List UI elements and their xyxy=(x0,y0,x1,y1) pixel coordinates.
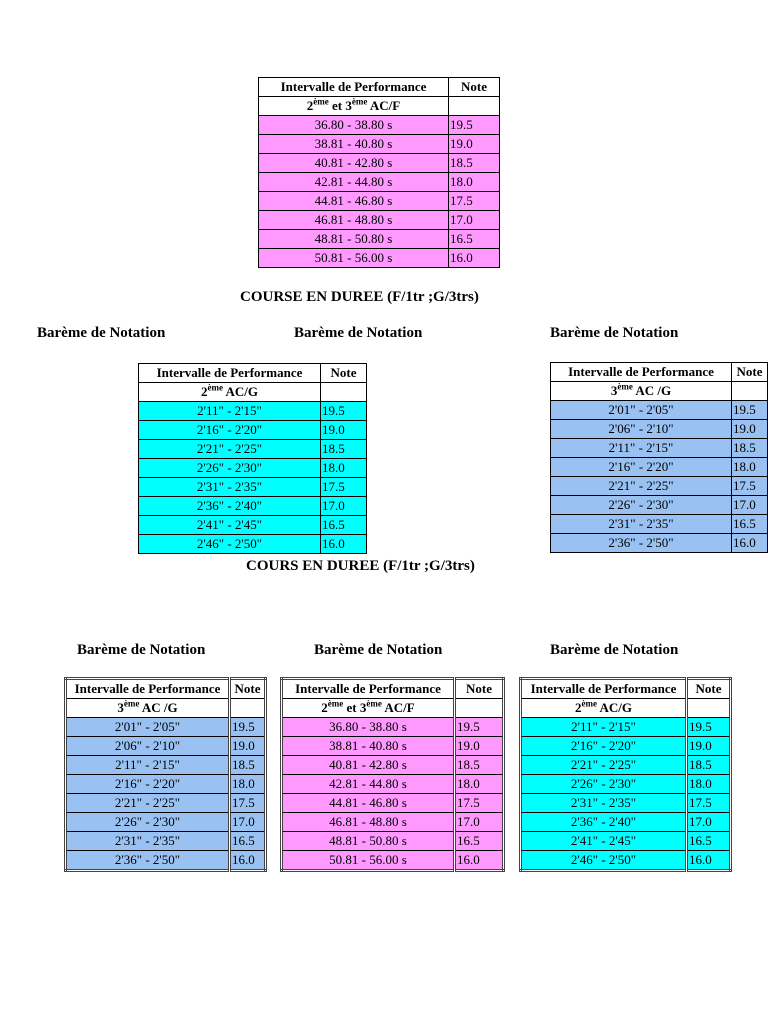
note-cell: 19.5 xyxy=(230,718,266,737)
class-level-part: 3 xyxy=(117,700,124,715)
note-cell: 19.0 xyxy=(321,421,367,440)
table-row xyxy=(139,516,367,535)
interval-cell: 2'21" - 2'25" xyxy=(66,794,230,813)
interval-cell: 42.81 - 44.80 s xyxy=(282,775,455,794)
interval-cell: 2'36" - 2'40" xyxy=(521,813,687,832)
table-row xyxy=(551,420,768,439)
note-cell: 17.0 xyxy=(732,496,768,515)
table-row xyxy=(282,832,504,851)
note-cell: 19.5 xyxy=(449,116,500,135)
header-interval: Intervalle de Performance xyxy=(139,364,321,383)
table-row xyxy=(139,421,367,440)
note-cell: 18.5 xyxy=(449,154,500,173)
table-row xyxy=(259,249,500,268)
table-row xyxy=(259,192,500,211)
bareme-heading-bottom-right: Barème de Notation xyxy=(550,642,679,658)
interval-cell: 46.81 - 48.80 s xyxy=(259,211,449,230)
header-note: Note xyxy=(321,364,367,383)
interval-cell: 2'26" - 2'30" xyxy=(139,459,321,478)
interval-cell: 36.80 - 38.80 s xyxy=(282,718,455,737)
table-row xyxy=(259,230,500,249)
table-row xyxy=(551,458,768,477)
header-note: Note xyxy=(732,363,768,382)
table-row xyxy=(139,535,367,554)
interval-cell: 2'31" - 2'35" xyxy=(551,515,732,534)
note-cell: 17.0 xyxy=(455,813,504,832)
class-level-part: AC /G xyxy=(139,700,178,715)
table-row xyxy=(521,756,731,775)
note-cell: 17.0 xyxy=(687,813,731,832)
class-level-label xyxy=(521,699,687,718)
note-cell: 18.5 xyxy=(230,756,266,775)
table-row xyxy=(139,402,367,421)
note-cell: 19.5 xyxy=(321,402,367,421)
header-row xyxy=(521,679,731,699)
interval-cell: 48.81 - 50.80 s xyxy=(282,832,455,851)
header-note: Note xyxy=(687,679,731,699)
class-level-row xyxy=(259,97,500,116)
header-note: Note xyxy=(449,78,500,97)
interval-cell: 50.81 - 56.00 s xyxy=(259,249,449,268)
note-cell: 19.0 xyxy=(230,737,266,756)
note-cell: 17.0 xyxy=(321,497,367,516)
table-row xyxy=(551,534,768,553)
note-cell: 17.5 xyxy=(230,794,266,813)
note-cell: 17.5 xyxy=(687,794,731,813)
header-interval: Intervalle de Performance xyxy=(259,78,449,97)
table-row xyxy=(282,756,504,775)
note-cell: 18.0 xyxy=(449,173,500,192)
class-level-part: ème xyxy=(207,382,223,393)
class-level-part: AC/F xyxy=(367,98,401,113)
interval-cell: 2'16" - 2'20" xyxy=(139,421,321,440)
class-level-part: ème xyxy=(123,698,140,709)
table-bottom-acf xyxy=(280,677,505,872)
class-level-label xyxy=(139,383,321,402)
note-cell: 16.0 xyxy=(230,851,266,871)
interval-cell: 50.81 - 56.00 s xyxy=(282,851,455,871)
note-cell: 17.0 xyxy=(449,211,500,230)
note-cell: 19.5 xyxy=(732,401,768,420)
interval-cell: 44.81 - 46.80 s xyxy=(282,794,455,813)
table-row xyxy=(551,496,768,515)
course-heading-1: COURSE EN DUREE (F/1tr ;G/3trs) xyxy=(240,289,479,305)
course-heading-2: COURS EN DUREE (F/1tr ;G/3trs) xyxy=(246,558,475,574)
class-level-row xyxy=(66,699,266,718)
class-level-empty xyxy=(449,97,500,116)
note-cell: 19.0 xyxy=(449,135,500,154)
bareme-heading-bottom-left: Barème de Notation xyxy=(77,642,206,658)
table-row xyxy=(259,116,500,135)
interval-cell: 2'16" - 2'20" xyxy=(551,458,732,477)
class-level-label xyxy=(66,699,230,718)
class-level-part: ème xyxy=(366,698,382,709)
interval-cell: 2'06" - 2'10" xyxy=(66,737,230,756)
table-row xyxy=(259,211,500,230)
note-cell: 16.5 xyxy=(687,832,731,851)
note-cell: 16.5 xyxy=(455,832,504,851)
header-row xyxy=(139,364,367,383)
interval-cell: 2'36" - 2'50" xyxy=(66,851,230,871)
header-row xyxy=(282,679,504,699)
class-level-part: AC/G xyxy=(596,700,633,715)
table-row xyxy=(139,459,367,478)
table-row xyxy=(521,813,731,832)
note-cell: 18.5 xyxy=(455,756,504,775)
class-level-part: et 3 xyxy=(328,98,352,113)
note-cell: 19.0 xyxy=(687,737,731,756)
note-cell: 18.0 xyxy=(732,458,768,477)
interval-cell: 2'16" - 2'20" xyxy=(521,737,687,756)
class-level-label xyxy=(551,382,732,401)
table-row xyxy=(259,173,500,192)
note-cell: 18.5 xyxy=(321,440,367,459)
note-cell: 18.5 xyxy=(732,439,768,458)
note-cell: 19.0 xyxy=(455,737,504,756)
table-middle-acg3 xyxy=(550,362,768,553)
class-level-part: 2 xyxy=(321,700,328,715)
class-level-empty xyxy=(455,699,504,718)
class-level-empty xyxy=(687,699,731,718)
class-level-part: ème xyxy=(327,698,344,709)
header-row xyxy=(66,679,266,699)
interval-cell: 2'26" - 2'30" xyxy=(66,813,230,832)
interval-cell: 44.81 - 46.80 s xyxy=(259,192,449,211)
table-row xyxy=(66,756,266,775)
interval-cell: 2'21" - 2'25" xyxy=(139,440,321,459)
class-level-part: AC/F xyxy=(381,700,415,715)
interval-cell: 2'36" - 2'40" xyxy=(139,497,321,516)
table-row xyxy=(521,851,731,871)
table-row xyxy=(66,737,266,756)
table-middle-acg2 xyxy=(138,363,367,554)
table-row xyxy=(66,775,266,794)
interval-cell: 2'26" - 2'30" xyxy=(551,496,732,515)
class-level-row xyxy=(282,699,504,718)
interval-cell: 2'01" - 2'05" xyxy=(551,401,732,420)
note-cell: 17.5 xyxy=(321,478,367,497)
table-row xyxy=(521,794,731,813)
interval-cell: 2'11" - 2'15" xyxy=(139,402,321,421)
class-level-part: ème xyxy=(617,381,633,392)
interval-cell: 2'11" - 2'15" xyxy=(66,756,230,775)
class-level-part: et 3 xyxy=(343,700,367,715)
note-cell: 18.5 xyxy=(687,756,731,775)
interval-cell: 2'21" - 2'25" xyxy=(551,477,732,496)
note-cell: 19.5 xyxy=(687,718,731,737)
table-row xyxy=(66,794,266,813)
class-level-label xyxy=(259,97,449,116)
table-row xyxy=(521,775,731,794)
interval-cell: 2'41" - 2'45" xyxy=(139,516,321,535)
class-level-part: ème xyxy=(313,96,329,107)
interval-cell: 38.81 - 40.80 s xyxy=(282,737,455,756)
table-row xyxy=(282,718,504,737)
class-level-part: 2 xyxy=(306,98,314,113)
class-level-empty xyxy=(732,382,768,401)
note-cell: 17.5 xyxy=(449,192,500,211)
interval-cell: 2'06" - 2'10" xyxy=(551,420,732,439)
class-level-row xyxy=(521,699,731,718)
interval-cell: 2'31" - 2'35" xyxy=(521,794,687,813)
note-cell: 16.5 xyxy=(732,515,768,534)
note-cell: 19.5 xyxy=(455,718,504,737)
table-row xyxy=(259,154,500,173)
header-row xyxy=(551,363,768,382)
note-cell: 19.0 xyxy=(732,420,768,439)
interval-cell: 40.81 - 42.80 s xyxy=(282,756,455,775)
header-interval: Intervalle de Performance xyxy=(66,679,230,699)
bareme-heading-bottom-center: Barème de Notation xyxy=(314,642,443,658)
class-level-part: ème xyxy=(351,96,368,107)
interval-cell: 2'46" - 2'50" xyxy=(139,535,321,554)
class-level-part: 2 xyxy=(574,700,582,715)
class-level-part: 3 xyxy=(610,383,618,398)
table-row xyxy=(139,440,367,459)
interval-cell: 2'41" - 2'45" xyxy=(521,832,687,851)
note-cell: 17.5 xyxy=(732,477,768,496)
interval-cell: 2'16" - 2'20" xyxy=(66,775,230,794)
note-cell: 16.0 xyxy=(321,535,367,554)
bareme-heading-center: Barème de Notation xyxy=(294,325,423,341)
class-level-row xyxy=(139,383,367,402)
note-cell: 16.0 xyxy=(449,249,500,268)
table-row xyxy=(282,851,504,871)
bareme-heading-left: Barème de Notation xyxy=(37,325,166,341)
interval-cell: 48.81 - 50.80 s xyxy=(259,230,449,249)
header-interval: Intervalle de Performance xyxy=(521,679,687,699)
class-level-row xyxy=(551,382,768,401)
table-row xyxy=(551,515,768,534)
interval-cell: 2'36" - 2'50" xyxy=(551,534,732,553)
table-row xyxy=(66,832,266,851)
note-cell: 16.0 xyxy=(732,534,768,553)
table-row xyxy=(521,832,731,851)
table-row xyxy=(282,775,504,794)
table-row xyxy=(259,135,500,154)
note-cell: 16.5 xyxy=(449,230,500,249)
interval-cell: 2'01" - 2'05" xyxy=(66,718,230,737)
interval-cell: 40.81 - 42.80 s xyxy=(259,154,449,173)
table-row xyxy=(551,439,768,458)
interval-cell: 2'31" - 2'35" xyxy=(139,478,321,497)
class-level-part: AC/G xyxy=(222,384,259,399)
header-row xyxy=(259,78,500,97)
note-cell: 17.5 xyxy=(455,794,504,813)
interval-cell: 2'31" - 2'35" xyxy=(66,832,230,851)
note-cell: 18.0 xyxy=(455,775,504,794)
table-row xyxy=(282,737,504,756)
table-row xyxy=(551,401,768,420)
class-level-part: ème xyxy=(581,698,597,709)
table-row xyxy=(66,813,266,832)
table-row xyxy=(521,718,731,737)
interval-cell: 42.81 - 44.80 s xyxy=(259,173,449,192)
interval-cell: 2'11" - 2'15" xyxy=(551,439,732,458)
table-row xyxy=(551,477,768,496)
class-level-empty xyxy=(230,699,266,718)
interval-cell: 38.81 - 40.80 s xyxy=(259,135,449,154)
note-cell: 16.5 xyxy=(321,516,367,535)
interval-cell: 2'46" - 2'50" xyxy=(521,851,687,871)
table-row xyxy=(139,497,367,516)
table-row xyxy=(282,813,504,832)
note-cell: 18.0 xyxy=(687,775,731,794)
table-row xyxy=(66,851,266,871)
class-level-empty xyxy=(321,383,367,402)
header-interval: Intervalle de Performance xyxy=(551,363,732,382)
header-note: Note xyxy=(455,679,504,699)
header-interval: Intervalle de Performance xyxy=(282,679,455,699)
class-level-label xyxy=(282,699,455,718)
table-row xyxy=(66,718,266,737)
table-top-acf xyxy=(258,77,500,268)
note-cell: 17.0 xyxy=(230,813,266,832)
note-cell: 18.0 xyxy=(321,459,367,478)
interval-cell: 46.81 - 48.80 s xyxy=(282,813,455,832)
class-level-part: AC /G xyxy=(632,383,672,398)
table-row xyxy=(282,794,504,813)
bareme-heading-right: Barème de Notation xyxy=(550,325,679,341)
interval-cell: 2'11" - 2'15" xyxy=(521,718,687,737)
table-bottom-acg3 xyxy=(64,677,267,872)
table-row xyxy=(521,737,731,756)
note-cell: 18.0 xyxy=(230,775,266,794)
table-row xyxy=(139,478,367,497)
header-note: Note xyxy=(230,679,266,699)
class-level-part: 2 xyxy=(200,384,208,399)
note-cell: 16.0 xyxy=(455,851,504,871)
note-cell: 16.0 xyxy=(687,851,731,871)
interval-cell: 2'26" - 2'30" xyxy=(521,775,687,794)
interval-cell: 36.80 - 38.80 s xyxy=(259,116,449,135)
table-bottom-acg2 xyxy=(519,677,732,872)
interval-cell: 2'21" - 2'25" xyxy=(521,756,687,775)
note-cell: 16.5 xyxy=(230,832,266,851)
